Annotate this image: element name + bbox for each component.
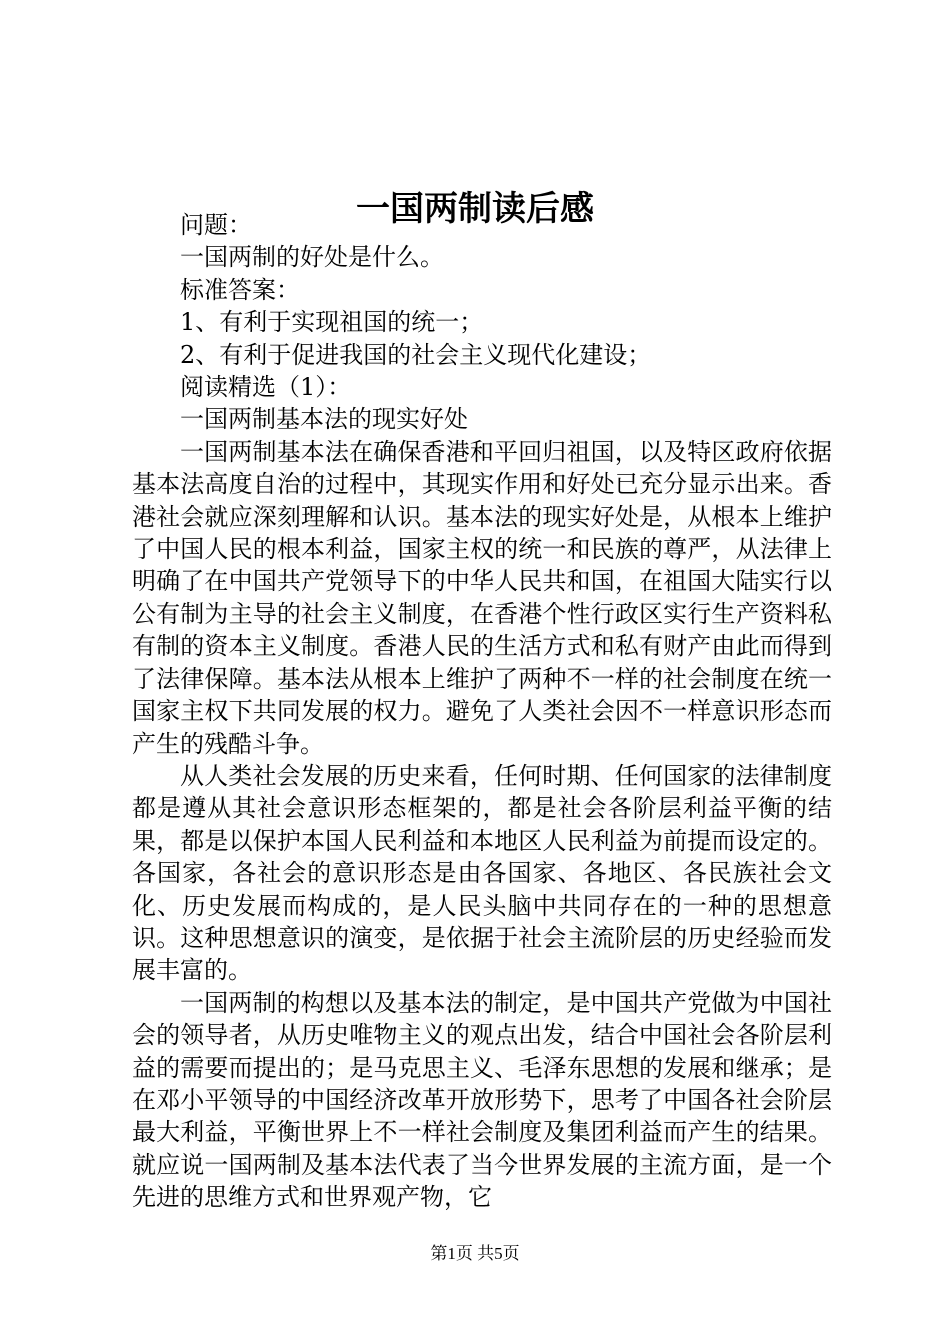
answer-item-1: 1、有利于实现祖国的统一； [180, 308, 484, 337]
document-body [132, 209, 832, 1214]
answer-item-2: 2、有利于促进我国的社会主义现代化建设； [180, 340, 652, 369]
section-heading: 一国两制基本法的现实好处 [180, 405, 468, 434]
question-label: 问题： [180, 211, 252, 239]
question-text: 一国两制的好处是什么。 [180, 243, 444, 272]
reading-selection-label: 阅读精选（1）： [180, 373, 352, 402]
body-paragraph-3: 一国两制的构想以及基本法的制定，是中国共产党做为中国社会的领导者，从历史唯物主义的观点出发，结合中国社会各阶层利益的需要而提出的；是马克思主义、毛泽东思想的发展和继承；是在邓小平领导的中国经济改革开放形势下，思考了中国各社会阶层最大利益，平衡世界上不一样社会制度及集团利益而产生的结果。就应说一国两制及基本法代表了当今世界发展的主流方面，是一个先进的思维方式和世界观产物，它 [132, 988, 832, 1212]
body-paragraph-2: 从人类社会发展的历史来看，任何时期、任何国家的法律制度都是遵从其社会意识形态框架的，都是社会各阶层利益平衡的结果，都是以保护本国人民利益和本地区人民利益为前提而设定的。各国家，各社会的意识形态是由各国家、各地区、各民族社会文化、历史发展而构成的，是人民头脑中共同存在的一种的思想意识。这种思想意识的演变，是依据于社会主流阶层的历史经验而发展丰富的。 [132, 761, 832, 985]
answer-label: 标准答案： [180, 275, 300, 304]
page-footer: 第1页 共5页 [430, 1244, 520, 1263]
document-title: 一国两制读后感 [356, 189, 594, 229]
body-paragraph-1: 一国两制基本法在确保香港和平回归祖国，以及特区政府依据基本法高度自治的过程中，其现实作用和好处已充分显示出来。香港社会就应深刻理解和认识。基本法的现实好处是，从根本上维护了中国人民的根本利益，国家主权的统一和民族的尊严，从法律上明确了在中国共产党领导下的中华人民共和国，在祖国大陆实行以公有制为主导的社会主义制度，在香港个性行政区实行生产资料私有制的资本主义制度。香港人民的生活方式和私有财产由此而得到了法律保障。基本法从根本上维护了两种不一样的社会制度在统一国家主权下共同发展的权力。避免了人类社会因不一样意识形态而产生的残酷斗争。 [132, 437, 832, 758]
